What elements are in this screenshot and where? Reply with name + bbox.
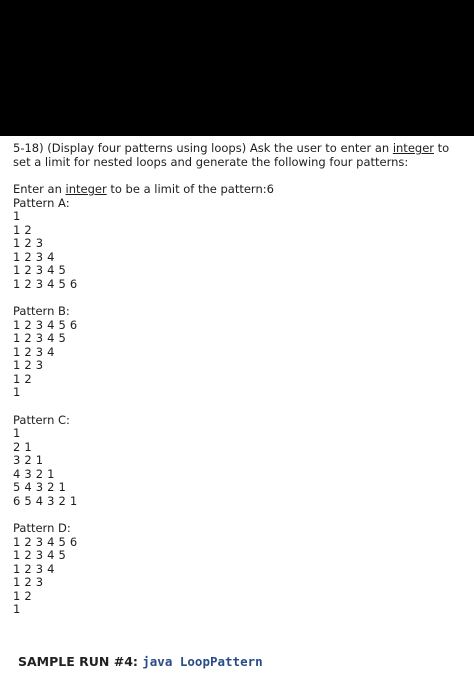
pattern-row: 1 2 3 4 5 6: [13, 534, 78, 549]
pattern-row: 4 3 2 1: [13, 466, 55, 481]
pattern-row: 1 2: [13, 371, 32, 386]
pattern-row: 1 2 3 4 5 6: [13, 276, 78, 291]
pattern-d: [13, 522, 468, 617]
integer-link[interactable]: integer: [392, 141, 434, 155]
pattern-row: 3 2 1: [13, 453, 44, 467]
problem-text: 5-18) (Display four patterns using loops) Ask the user to enter an: [13, 141, 393, 155]
pattern-row: 6 5 4 3 2 1: [13, 493, 78, 508]
pattern-row: 1 2 3 4 5: [13, 331, 67, 345]
pattern-row: 2 1: [13, 439, 32, 454]
sample-run-command: java LoopPattern: [142, 654, 263, 669]
pattern-row: 1 2 3 4: [13, 344, 55, 359]
pattern-row: 1 2 3 4 5: [13, 548, 67, 562]
pattern-title: Pattern C:: [13, 412, 70, 427]
pattern-row: 1: [13, 602, 21, 616]
pattern-row: 1: [13, 385, 21, 399]
pattern-b: [13, 305, 468, 400]
pattern-title: Pattern B:: [13, 304, 70, 318]
input-prompt: [13, 183, 468, 197]
pattern-row: 1 2 3 4: [13, 249, 55, 264]
integer-link-2[interactable]: integer: [65, 182, 107, 196]
problem-content: [13, 142, 468, 631]
pattern-row: 1 2: [13, 588, 32, 603]
pattern-row: 1: [13, 426, 21, 440]
pattern-title: Pattern A:: [13, 195, 70, 210]
problem-text-suffix: to: [434, 141, 450, 155]
pattern-row: 1 2 3 4 5 6: [13, 317, 78, 332]
sample-run-heading: [18, 654, 263, 669]
black-header-bar: [0, 0, 474, 136]
pattern-a: [13, 197, 468, 292]
pattern-row: 1 2 3: [13, 575, 44, 589]
pattern-c: [13, 414, 468, 509]
pattern-row: 1 2 3 4 5: [13, 263, 67, 277]
problem-statement-line-1: [13, 142, 468, 156]
pattern-row: 1: [13, 209, 21, 223]
pattern-row: 5 4 3 2 1: [13, 480, 67, 494]
prompt-text-suffix: to be a limit of the pattern:6: [106, 182, 274, 196]
problem-statement-line-2: set a limit for nested loops and generate the following four patterns:: [13, 154, 409, 169]
pattern-row: 1 2 3 4: [13, 561, 55, 576]
pattern-row: 1 2 3: [13, 358, 44, 372]
sample-run-label: SAMPLE RUN #4:: [18, 654, 143, 669]
pattern-title: Pattern D:: [13, 521, 71, 535]
pattern-row: 1 2 3: [13, 236, 44, 250]
prompt-text: Enter an: [13, 182, 66, 196]
pattern-row: 1 2: [13, 222, 32, 237]
